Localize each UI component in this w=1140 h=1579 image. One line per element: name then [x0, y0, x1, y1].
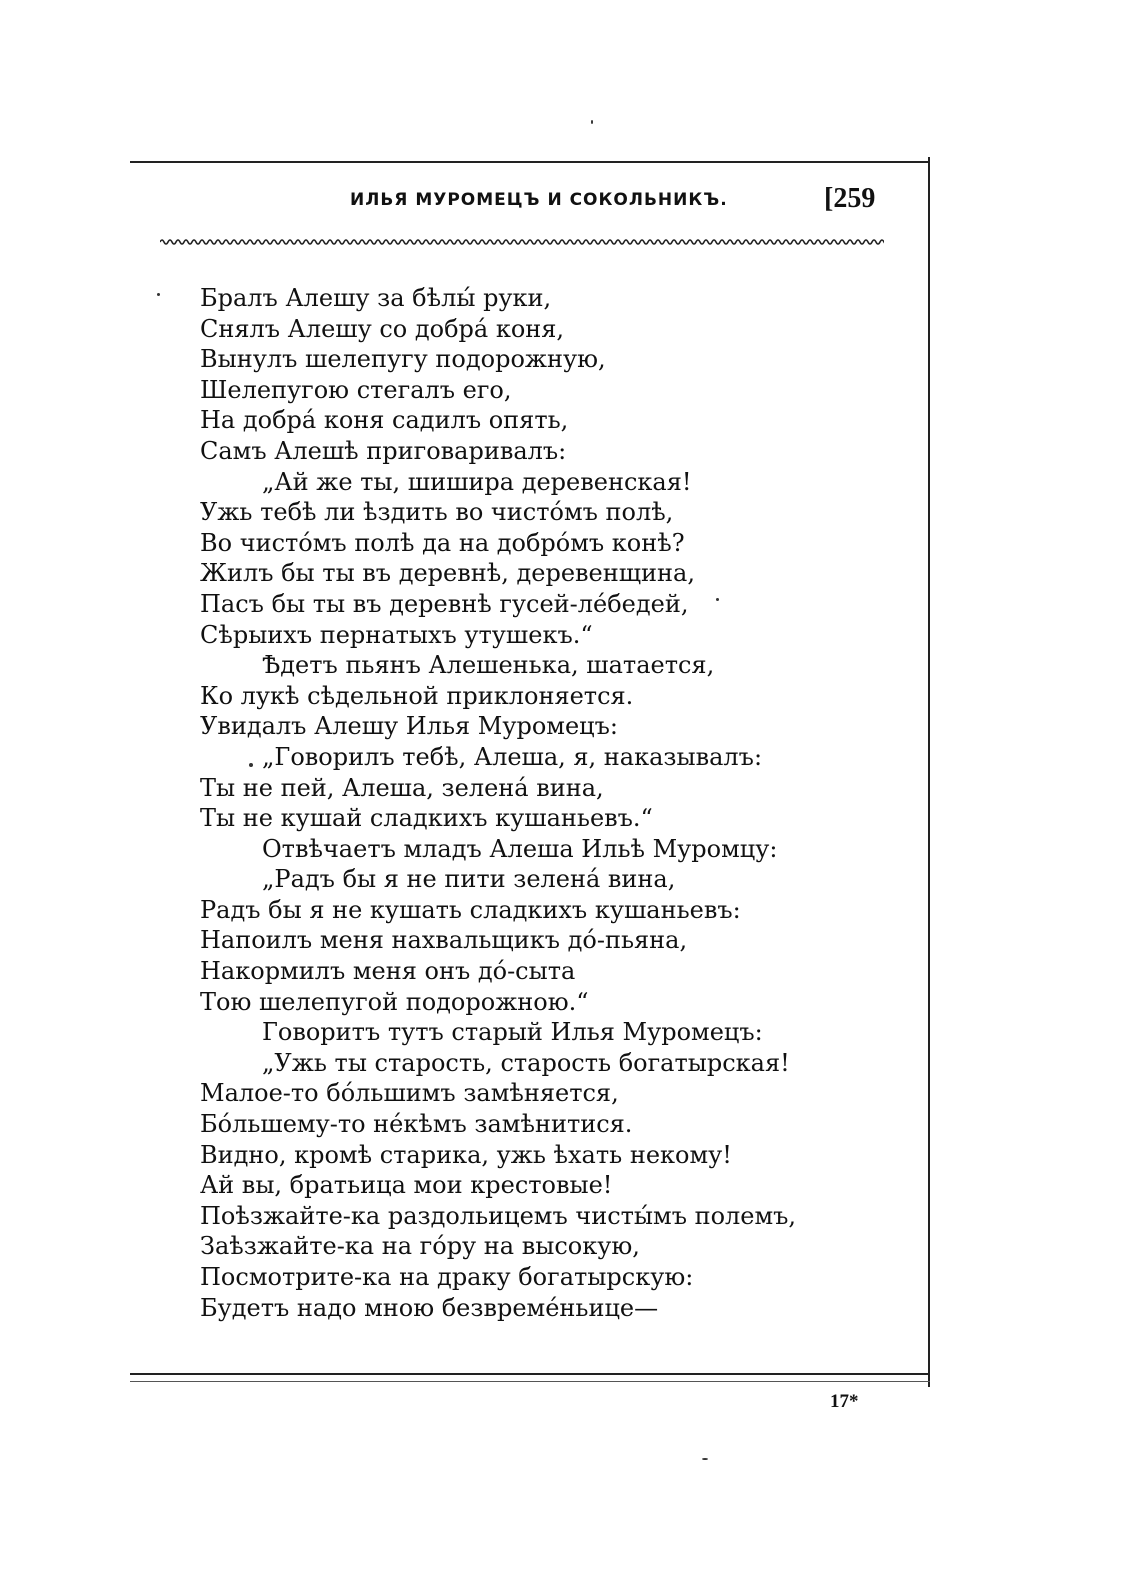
poem-line: Ай вы, братьица мои крестовые!	[200, 1171, 613, 1200]
poem-line: Малое-то бóльшимъ замѣняется,	[200, 1079, 619, 1108]
poem-line: Накормилъ меня онъ дó-сыта	[200, 957, 576, 986]
bottom-border-rule-thin	[130, 1381, 930, 1382]
poem-line: Шелепугою стегалъ его,	[200, 375, 512, 404]
poem-line: „Радъ бы я не пити зелена́ вина,	[262, 865, 676, 894]
poem-text	[200, 283, 900, 1323]
poem-line: „Ужь ты старость, старость богатырская!	[262, 1048, 790, 1077]
poem-line: Ѣдетъ пьянъ Алешенька, шатается,	[262, 651, 715, 680]
poem-line: Бóльшему-то нéкѣмъ замѣнитися.	[200, 1110, 633, 1139]
poem-line: Заѣзжайте-ка на гóру на высокую,	[200, 1232, 640, 1261]
print-speck	[157, 293, 160, 296]
wavy-rule-ornament	[160, 236, 884, 248]
poem-line: Ужь тебѣ ли ѣздить во чистóмъ полѣ,	[200, 498, 674, 527]
poem-line: Ты не кушай сладкихъ кушаньевъ.“	[200, 804, 653, 833]
poem-line: Сѣрыихъ пернатыхъ утушекъ.“	[200, 620, 593, 649]
print-speck	[249, 763, 253, 767]
poem-line: Видно, кромѣ старика, ужь ѣхать некому!	[200, 1140, 732, 1169]
top-border-rule	[130, 161, 930, 163]
print-speck	[591, 120, 593, 124]
poem-line: Снялъ Алешу со добра́ коня,	[200, 314, 565, 343]
poem-line: „Ай же ты, шишира деревенская!	[262, 467, 692, 496]
page-number: [259	[824, 183, 876, 214]
poem-line: Самъ Алешѣ приговаривалъ:	[200, 436, 567, 465]
poem-line: Во чистóмъ полѣ да на добрóмъ конѣ?	[200, 528, 685, 557]
right-border-rule	[928, 157, 930, 1387]
poem-line: „Говорилъ тебѣ, Алеша, я, наказывалъ:	[262, 742, 763, 771]
poem-line: Посмотрите-ка на драку богатырскую:	[200, 1263, 694, 1291]
poem-line: На добра́ коня садилъ опять,	[200, 406, 569, 435]
poem-line: Будетъ надо мною безвремéньице—	[200, 1293, 659, 1322]
poem-line: Ты не пей, Алеша, зелена́ вина,	[200, 773, 604, 802]
poem-line: Вынулъ шелепугу подорожную,	[200, 345, 606, 374]
poem-line: Тою шелепугой подорожною.“	[200, 987, 589, 1016]
poem-line: Поѣзжайте-ка раздольицемъ чисты́мъ полемъ,	[200, 1201, 797, 1230]
poem-line: Радъ бы я не кушать сладкихъ кушаньевъ:	[200, 895, 741, 924]
bottom-border-rule	[130, 1373, 930, 1375]
poem-line: Отвѣчаетъ младъ Алеша Ильѣ Муромцу:	[262, 834, 778, 863]
signature-mark: 17*	[830, 1391, 859, 1412]
poem-line: Пасъ бы ты въ деревнѣ гусей-лéбедей,	[200, 589, 689, 618]
print-speck	[716, 598, 719, 601]
poem-line: Бралъ Алешу за бѣлы́ руки,	[200, 284, 552, 312]
poem-line: Увидалъ Алешу Илья Муромецъ:	[200, 712, 618, 741]
poem-line: Ко лукѣ сѣдельной приклоняется.	[200, 681, 634, 710]
running-head: ИЛЬЯ МУРОМЕЦЪ И СОКОЛЬНИКЪ.	[350, 190, 728, 210]
poem-line: Напоилъ меня нахвальщикъ дó-пьяна,	[200, 926, 688, 955]
poem-line: Жилъ бы ты въ деревнѣ, деревенщина,	[200, 559, 695, 588]
print-speck	[702, 1458, 708, 1460]
poem-line: Говоритъ тутъ старый Илья Муромецъ:	[262, 1018, 763, 1047]
